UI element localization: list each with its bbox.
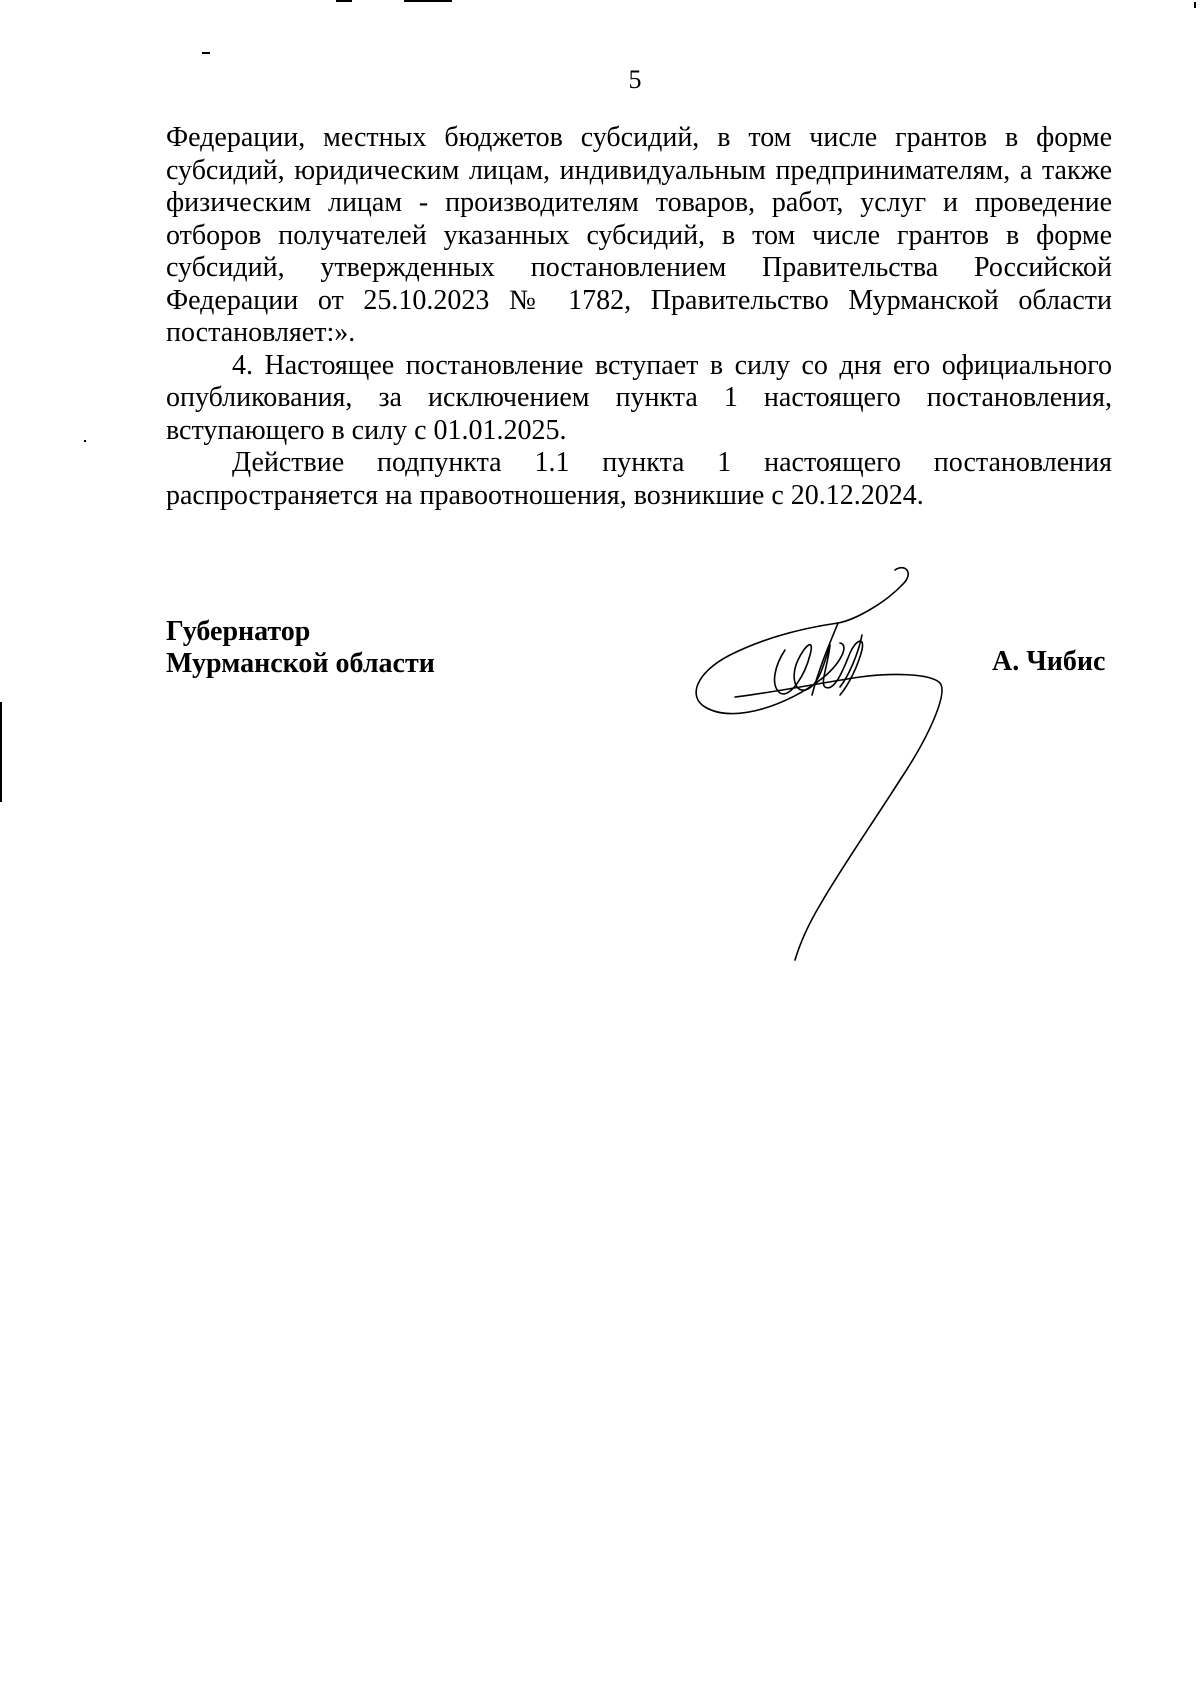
scan-artifact-top (336, 0, 352, 2)
signatory-title-line1: Губернатор (166, 616, 311, 647)
scan-artifact-dot (84, 440, 86, 442)
signatory-title-line2: Мурманской области (166, 648, 435, 679)
page-number: 5 (628, 65, 642, 94)
scan-artifact-top-2 (404, 0, 452, 2)
document-body (166, 122, 1112, 512)
scan-artifact-left-edge (0, 702, 2, 802)
paragraph-continuation: Федерации, местных бюджетов субсидий, в том числе грантов в форме субсидий, юридическим лицам, индивидуальным предпринимателям, а также физическим лицам - производителям товаров, работ, услуг и проведение отборов получателей указанных субсидий, в том числе грантов в форме субсидий, утвержденных постановлением Правительства Российской Федерации от 25.10.2023 № 1782, Правительство Мурманской области постановляет:». (166, 122, 1112, 348)
paragraph-item-4: 4. Настоящее постановление вступает в силу со дня его официального опубликования, за исключением пункта 1 настоящего постановления, вступающего в силу с 01.01.2025. (166, 349, 1112, 446)
signatory-name: А. Чибис (992, 646, 1106, 677)
signatory-title (166, 616, 435, 680)
scan-artifact-corner (1194, 2, 1196, 8)
scan-artifact-dash (202, 52, 210, 54)
paragraph-effect: Действие подпункта 1.1 пункта 1 настоящего постановления распространяется на правоотношения, возникшие с 20.12.2024. (166, 447, 1112, 511)
handwritten-signature (690, 565, 960, 965)
